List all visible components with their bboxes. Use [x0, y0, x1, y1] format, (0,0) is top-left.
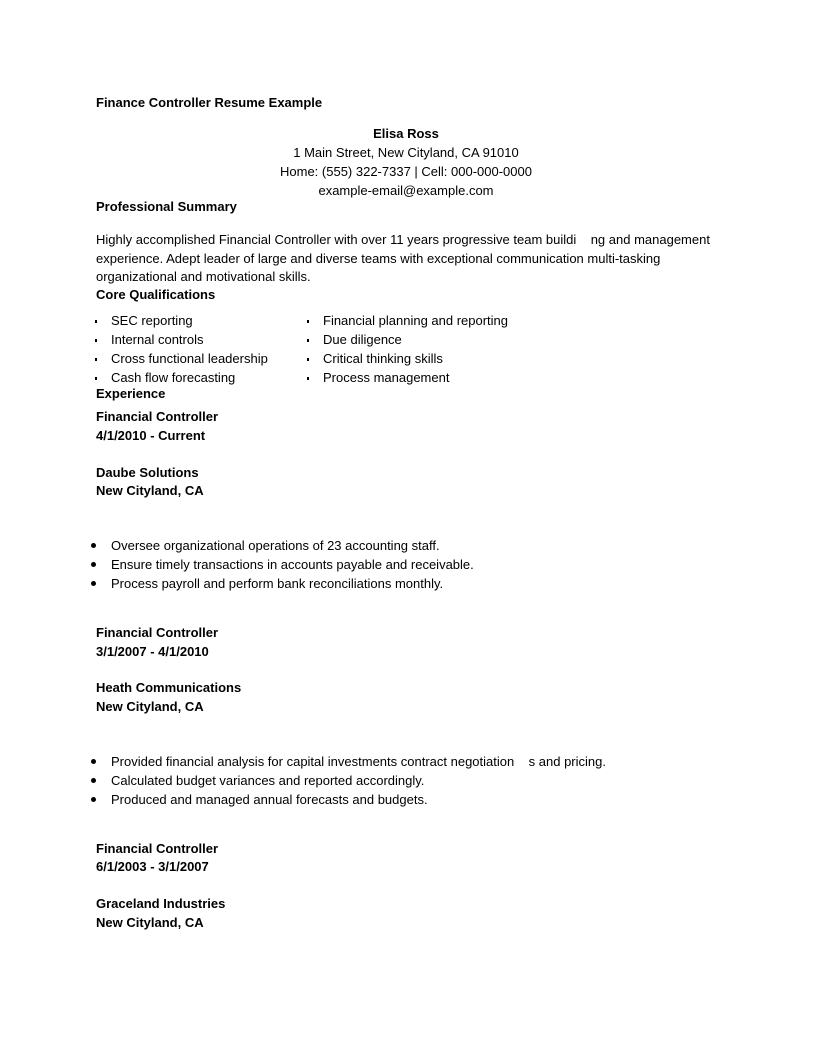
- job-bullet: Oversee organizational operations of 23 accounting staff.: [111, 538, 440, 554]
- document-title: Finance Controller Resume Example: [96, 95, 323, 110]
- phone-line: Home: (555) 322-7337 | Cell: 000-000-0000: [280, 164, 532, 179]
- job-bullet: Ensure timely transactions in accounts payable and receivable.: [111, 557, 474, 573]
- job-company: Heath Communications: [96, 680, 242, 695]
- qualification-item: Financial planning and reporting: [323, 313, 508, 329]
- bullet-mark: [95, 377, 97, 380]
- summary-heading: Professional Summary: [96, 199, 237, 214]
- summary-line: Highly accomplished Financial Controller with over 11 years progressive team buildi ng and management: [96, 232, 710, 247]
- bullet-mark: [307, 377, 309, 380]
- job-dates: 6/1/2003 - 3/1/2007: [96, 859, 209, 874]
- job-title: Financial Controller: [96, 841, 219, 856]
- job-location: New Cityland, CA: [96, 699, 204, 714]
- summary-line: organizational and motivational skills.: [96, 269, 311, 285]
- bullet-dot: [91, 759, 96, 764]
- bullet-mark: [307, 320, 309, 323]
- qualification-item: Cash flow forecasting: [111, 370, 235, 386]
- job-bullet: Calculated budget variances and reported accordingly.: [111, 773, 424, 789]
- job-bullet: Produced and managed annual forecasts and budgets.: [111, 792, 428, 808]
- job-company: Graceland Industries: [96, 896, 226, 911]
- bullet-dot: [91, 562, 96, 567]
- bullet-mark: [307, 358, 309, 361]
- bullet-mark: [95, 339, 97, 342]
- qualification-item: Cross functional leadership: [111, 351, 268, 367]
- qualification-item: Critical thinking skills: [323, 351, 443, 367]
- qualifications-heading: Core Qualifications: [96, 287, 216, 302]
- bullet-dot: [91, 797, 96, 802]
- job-location: New Cityland, CA: [96, 483, 204, 498]
- email-line: example-email@example.com: [318, 183, 494, 198]
- qualification-item: Process management: [323, 370, 449, 386]
- address-line: 1 Main Street, New Cityland, CA 91010: [293, 145, 519, 160]
- job-dates: 3/1/2007 - 4/1/2010: [96, 644, 209, 659]
- job-company: Daube Solutions: [96, 465, 199, 480]
- job-title: Financial Controller: [96, 409, 219, 424]
- bullet-mark: [95, 320, 97, 323]
- job-location: New Cityland, CA: [96, 915, 204, 930]
- applicant-name: Elisa Ross: [373, 126, 439, 141]
- job-dates: 4/1/2010 - Current: [96, 428, 206, 443]
- summary-line: experience. Adept leader of large and diverse teams with exceptional communication multi-tasking: [96, 250, 661, 266]
- job-bullet: Provided financial analysis for capital investments contract negotiation s and pricing.: [111, 754, 606, 770]
- job-bullet: Process payroll and perform bank reconciliations monthly.: [111, 576, 443, 592]
- bullet-dot: [91, 543, 96, 548]
- summary-paragraph: [96, 231, 726, 287]
- bullet-dot: [91, 581, 96, 586]
- qualification-item: Internal controls: [111, 332, 204, 348]
- bullet-mark: [307, 339, 309, 342]
- bullet-mark: [95, 358, 97, 361]
- experience-heading: Experience: [96, 386, 166, 401]
- qualification-item: SEC reporting: [111, 313, 193, 329]
- qualification-item: Due diligence: [323, 332, 402, 348]
- bullet-dot: [91, 778, 96, 783]
- job-title: Financial Controller: [96, 625, 219, 640]
